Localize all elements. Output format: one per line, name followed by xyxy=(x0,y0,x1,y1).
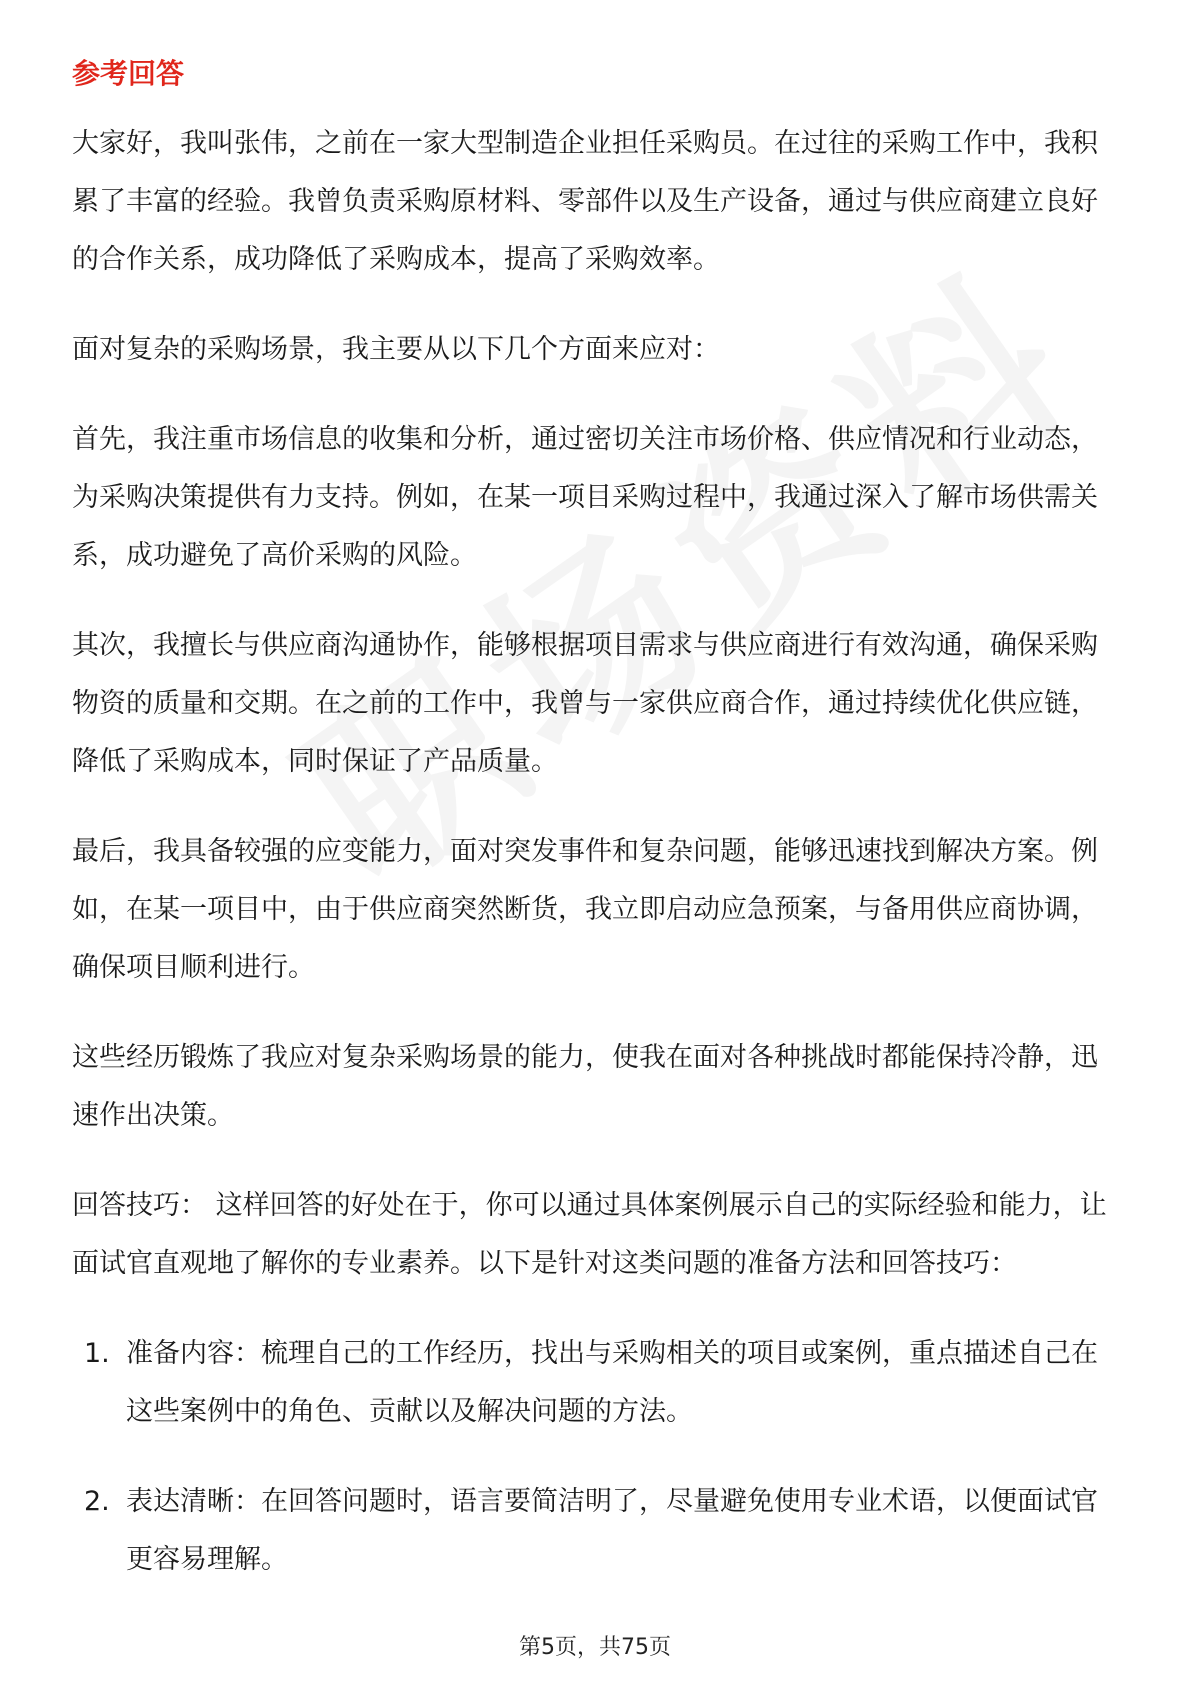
list-item-text: 准备内容：梳理自己的工作经历，找出与采购相关的项目或案例，重点描述自己在这些案例中的角色、贡献以及解决问题的方法。 xyxy=(126,1338,1098,1427)
page-number-footer: 第5页，共75页 xyxy=(519,1635,671,1660)
list-item xyxy=(72,1325,1122,1441)
paragraph-summary: 这些经历锻炼了我应对复杂采购场景的能力，使我在面对各种挑战时都能保持冷静，迅速作出决策。 xyxy=(72,1042,1098,1131)
list-item-number: 1. xyxy=(84,1338,110,1369)
paragraph-tips-intro: 回答技巧： 这样回答的好处在于，你可以通过具体案例展示自己的实际经验和能力，让面试官直观地了解你的专业素养。以下是针对这类问题的准备方法和回答技巧： xyxy=(72,1190,1107,1279)
paragraph-second: 其次，我擅长与供应商沟通协作，能够根据项目需求与供应商进行有效沟通，确保采购物资的质量和交期。在之前的工作中，我曾与一家供应商合作，通过持续优化供应链，降低了采购成本，同时保证了产品质量。 xyxy=(72,630,1098,777)
paragraph-last: 最后，我具备较强的应变能力，面对突发事件和复杂问题，能够迅速找到解决方案。例如，在某一项目中，由于供应商突然断货，我立即启动应急预案，与备用供应商协调，确保项目顺利进行。 xyxy=(72,836,1098,983)
paragraph-first: 首先，我注重市场信息的收集和分析，通过密切关注市场价格、供应情况和行业动态，为采购决策提供有力支持。例如，在某一项目采购过程中，我通过深入了解市场供需关系，成功避免了高价采购的风险。 xyxy=(72,424,1098,571)
paragraph-approach: 面对复杂的采购场景，我主要从以下几个方面来应对： xyxy=(72,334,720,365)
main-content xyxy=(72,115,1122,1621)
tips-list xyxy=(72,1325,1122,1589)
paragraph-intro: 大家好，我叫张伟，之前在一家大型制造企业担任采购员。在过往的采购工作中，我积累了丰富的经验。我曾负责采购原材料、零部件以及生产设备，通过与供应商建立良好的合作关系，成功降低了采购成本，提高了采购效率。 xyxy=(72,128,1098,275)
list-item xyxy=(72,1473,1122,1589)
list-item-number: 2. xyxy=(84,1486,110,1517)
list-item-text: 表达清晰：在回答问题时，语言要简洁明了，尽量避免使用专业术语，以便面试官更容易理解。 xyxy=(126,1486,1098,1575)
section-title: 参考回答 xyxy=(72,57,185,90)
